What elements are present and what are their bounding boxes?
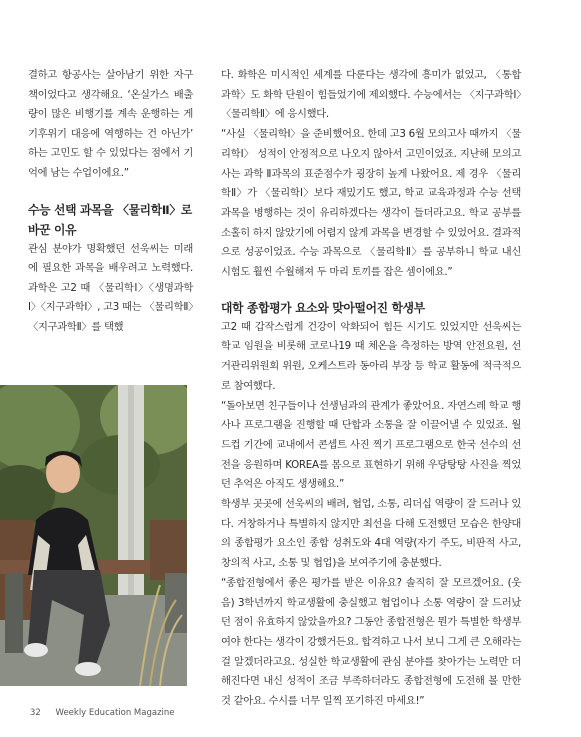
right-paragraph-3: 고2 때 갑작스럽게 건강이 악화되어 힘든 시기도 있었지만 선욱씨는 학교 임원을 비롯해 코로나19 때 체온을 측정하는 방역 안전요원, 선거관리위원회 위원, 오케스트라 동아리 부장 등 학교 활동에 적극적으로 참여했다. — [221, 320, 521, 392]
left-column — [28, 66, 193, 338]
student-photo — [0, 385, 187, 686]
right-paragraph-4: “돌아보면 친구들이나 선생님과의 관계가 좋았어요. 자연스레 학교 행사나 프로그램을 진행할 때 단합과 소통을 잘 이끌어낼 수 있었죠. 월드컵 기간에 교내에서 콘셉트 사진 찍기 프로그램으로 한국 선수의 선전을 응원하며 KOREA를 몸으로 표현하기 위해 우당탕탕 사진을 찍었던 추억은 아직도 생생해요.” — [221, 399, 521, 491]
right-subheading: 대학 종합평가 요소와 맞아떨어진 학생부 — [221, 300, 425, 315]
right-paragraph-2: “사실 〈물리학Ⅰ〉을 준비했어요. 한데 고3 6월 모의고사 때까지 〈물리학Ⅰ〉 성적이 안정적으로 나오지 않아서 고민이었죠. 지난해 모의고사는 과학 Ⅱ과목의 표준점수가 굉장히 높게 나왔어요. 제 경우 〈물리학Ⅱ〉가 〈물리학Ⅰ〉보다 재밌기도 했고, 학교 교육과정과 수능 선택 과목을 병행하는 것이 유리하겠다는 생각이 들더라고요. 학교 공부를 소홀히 하지 않았기에 어렵지 않게 과목을 변경할 수 있었어요. 결과적으로 성공이었죠. 수능 과목으로 〈물리학Ⅱ〉를 공부하니 학교 내신 시험도 훨씬 수월해져 두 마리 토끼를 잡은 셈이에요.” — [221, 128, 521, 279]
right-paragraph-6: “종합전형에서 좋은 평가를 받은 이유요? 솔직히 잘 모르겠어요. (웃음) 3학년까지 학교생활에 충실했고 협업이나 소통 역량이 잘 드러났던 점이 유효하지 않았을까요? 그동안 종합전형은 뭔가 특별한 학생부여야 한다는 생각이 강했거든요. 합격하고 나서 보니 그게 큰 오해라는 걸 알겠더라고요. 성실한 학교생활에 관심 분야를 찾아가는 노력만 더해진다면 내신 성적이 조금 부족하더라도 종합전형에 도전해 볼 만한 것 같아요. 수시를 너무 일찍 포기하진 마세요!” — [221, 576, 521, 708]
right-paragraph-1: 다. 화학은 미시적인 세계를 다룬다는 생각에 흥미가 없었고, 〈통합과학〉도 화학 단원이 힘들었기에 제외했다. 수능에서는 〈지구과학Ⅰ〉〈물리학Ⅱ〉에 응시했다. — [221, 69, 521, 121]
right-column — [221, 66, 521, 712]
student-photo-illustration — [0, 385, 187, 686]
right-paragraph-5: 학생부 곳곳에 선욱씨의 배려, 협업, 소통, 리더십 역량이 잘 드러나 있다. 거창하거나 특별하지 않지만 최선을 다해 도전했던 모습은 한양대의 종합평가 요소인 종합 성취도와 4대 역량(자기 주도, 비판적 사고, 창의적 사고, 소통 및 협업)을 보여주기에 충분했다. — [221, 498, 521, 570]
left-subheading: 수능 선택 과목을 〈물리학Ⅱ〉로 바꾼 이유 — [28, 202, 192, 237]
page-number: 32 — [30, 708, 41, 718]
left-paragraph-2: 관심 분야가 명확했던 선욱씨는 미래에 필요한 과목을 배우려고 노력했다. 과학은 고2 때 〈물리학Ⅰ〉〈생명과학Ⅰ〉〈지구과학Ⅰ〉, 고3 때는 〈물리학Ⅱ〉〈지구과학Ⅱ〉를 택했 — [28, 242, 193, 333]
page-footer — [30, 708, 175, 718]
magazine-name: Weekly Education Magazine — [55, 708, 175, 718]
left-paragraph-1: 결하고 항공사는 살아남기 위한 자구책이었다고 생각해요. ‘온실가스 배출량이 많은 비행기를 계속 운행하는 게 기후위기 대응에 역행하는 건 아닌가’ 하는 고민도 할 수 있었다는 점에서 기억에 남는 수업이에요.” — [28, 69, 193, 179]
